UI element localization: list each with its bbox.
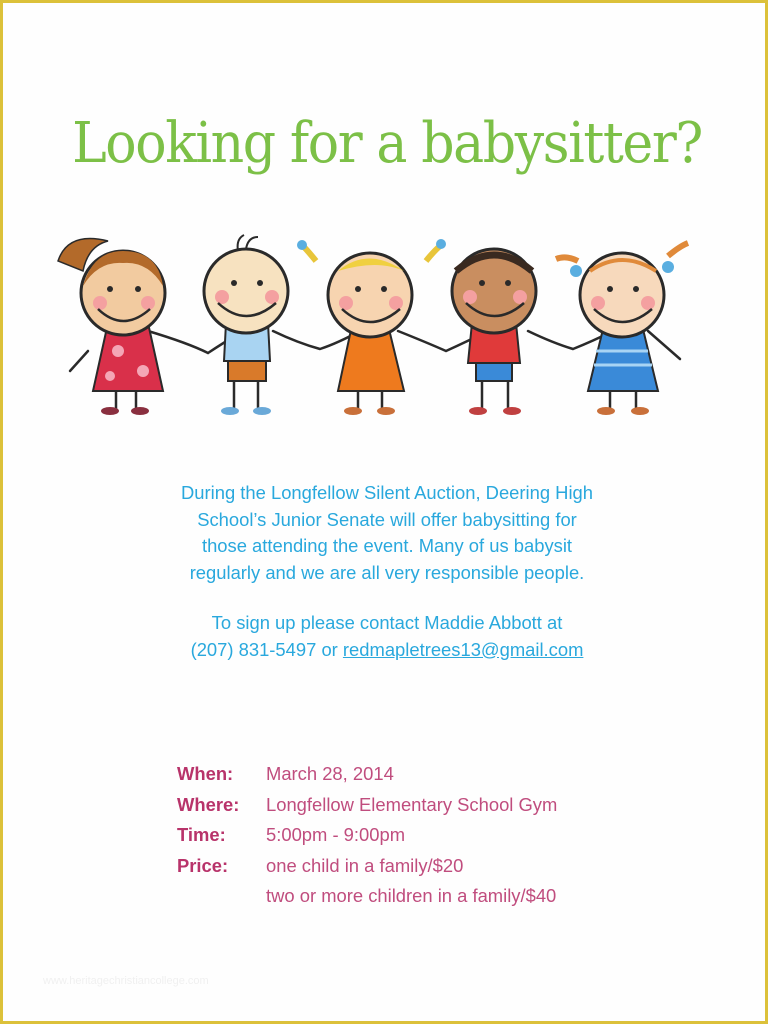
detail-row-price-2 bbox=[177, 881, 557, 912]
detail-row-when bbox=[177, 759, 557, 790]
email-link[interactable]: redmapletrees13@gmail.com bbox=[342, 638, 584, 660]
detail-label: When: bbox=[177, 763, 234, 784]
contact-info bbox=[3, 610, 768, 663]
contact-phone-line bbox=[3, 637, 768, 664]
detail-label: Time: bbox=[177, 824, 226, 845]
description-line: those attending the event. Many of us babysit bbox=[201, 535, 573, 556]
contact-line: To sign up please contact Maddie Abbott at bbox=[211, 612, 563, 633]
detail-row-time bbox=[177, 820, 557, 851]
description-line: During the Longfellow Silent Auction, Deering High bbox=[181, 482, 593, 503]
watermark: www.heritagechristiancollege.com bbox=[43, 975, 209, 987]
phone-number: (207) 831-5497 or bbox=[190, 638, 343, 660]
detail-value: March 28, 2014 bbox=[266, 763, 394, 784]
child-2 bbox=[204, 235, 288, 415]
detail-value: 5:00pm - 9:00pm bbox=[266, 824, 406, 845]
detail-row-where bbox=[177, 790, 557, 821]
event-details bbox=[177, 759, 557, 912]
children-illustration bbox=[48, 231, 728, 421]
description-line: School’s Junior Senate will offer babysitting for bbox=[197, 508, 577, 530]
description-line: regularly and we are all very responsible people. bbox=[189, 561, 585, 583]
detail-label: Price: bbox=[177, 854, 229, 876]
detail-label: Where: bbox=[177, 793, 240, 815]
detail-row-price bbox=[177, 851, 557, 882]
detail-value: two or more children in a family/$40 bbox=[266, 885, 557, 906]
child-1 bbox=[58, 239, 165, 416]
description bbox=[3, 480, 768, 586]
detail-value: Longfellow Elementary School Gym bbox=[266, 793, 558, 815]
child-3 bbox=[297, 239, 446, 415]
flyer-title: Looking for a babysitter? bbox=[72, 111, 702, 176]
child-4 bbox=[452, 249, 536, 415]
detail-value: one child in a family/$20 bbox=[266, 854, 464, 876]
detail-label bbox=[177, 881, 266, 912]
child-5 bbox=[556, 243, 688, 415]
